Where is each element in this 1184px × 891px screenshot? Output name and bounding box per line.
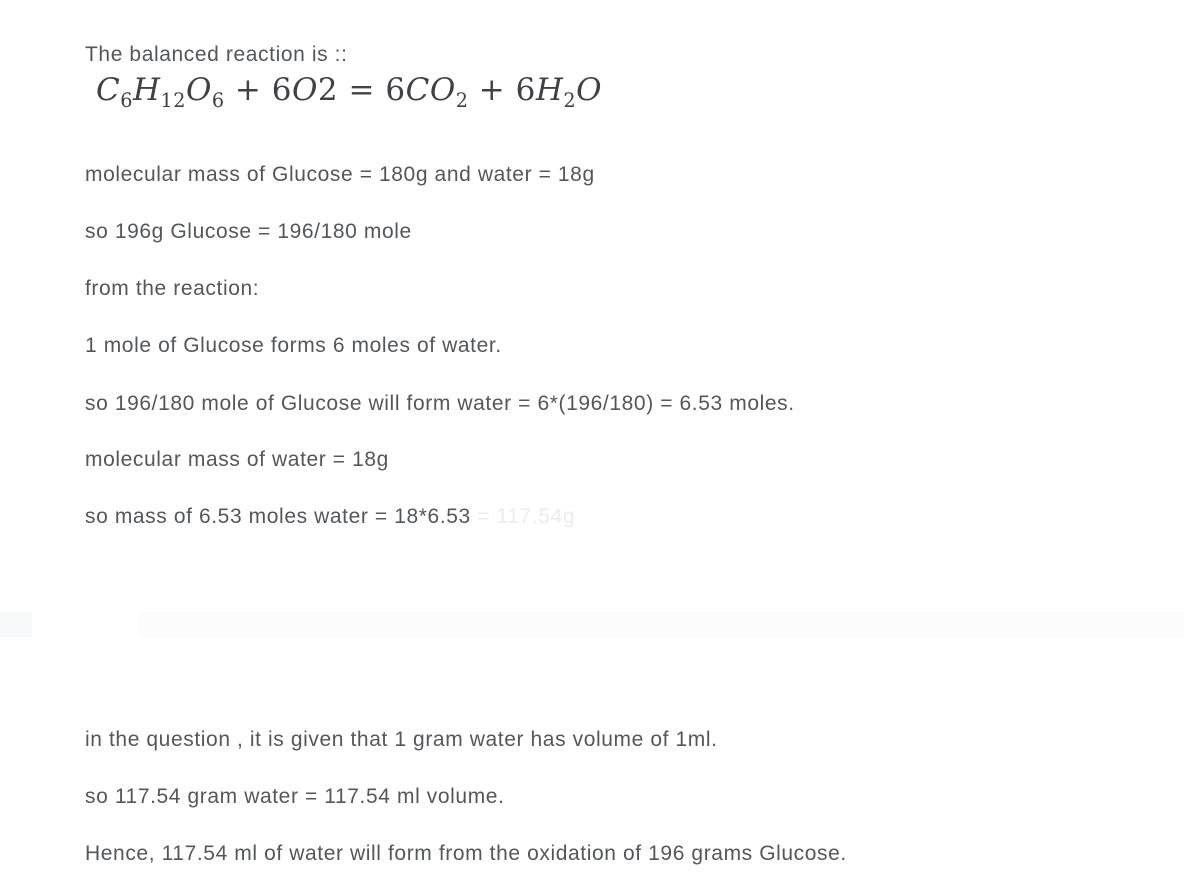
solution-line: molecular mass of water = 18g [85,448,389,471]
faded-strip [139,612,1184,637]
intro-line: The balanced reaction is :: [85,43,348,66]
chemical-equation: $C_6H_{12}O_6 + 6O2 = 6CO_2 + 6H_2O$ [96,72,603,113]
solution-line-partially-faded [85,505,575,529]
solution-line: from the reaction: [85,277,260,300]
solution-line: in the question , it is given that 1 gram water has volume of 1ml. [85,728,718,751]
solution-line: Hence, 117.54 ml of water will form from the oxidation of 196 grams Glucose. [85,842,847,865]
solution-line: so 196/180 mole of Glucose will form water = 6*(196/180) = 6.53 moles. [85,392,795,415]
partial-line-faded-text: = 117.54g [477,505,576,528]
solution-line: 1 mole of Glucose forms 6 moles of water. [85,334,502,357]
partial-line-visible-text: so mass of 6.53 moles water = 18*6.53 [85,505,478,528]
solution-line: so 196g Glucose = 196/180 mole [85,220,412,243]
faded-strip-left-block [0,612,32,637]
solution-line: so 117.54 gram water = 117.54 ml volume. [85,785,505,808]
solution-line: molecular mass of Glucose = 180g and water = 18g [85,163,595,186]
